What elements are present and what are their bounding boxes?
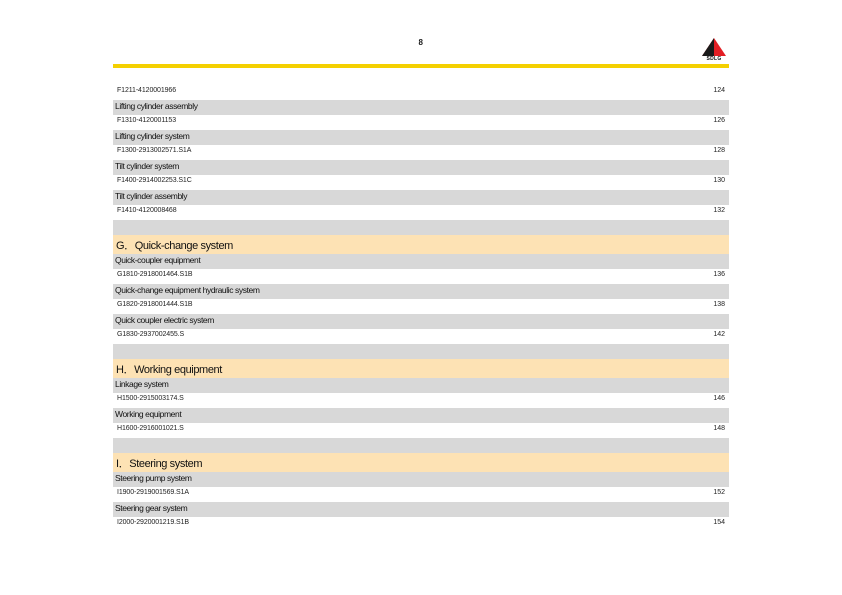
toc-code-row xyxy=(113,423,729,438)
toc-title-row xyxy=(113,190,729,205)
toc-title-row xyxy=(113,472,729,487)
part-code: H1500-2915003174.S xyxy=(117,395,184,402)
section-title: G．Quick-change system xyxy=(116,240,233,252)
toc-title-row xyxy=(113,130,729,145)
part-code: F1400-2914002253.S1C xyxy=(117,177,192,184)
toc-code-row xyxy=(113,115,729,130)
toc-code-row xyxy=(113,329,729,344)
toc-code-row xyxy=(113,299,729,314)
toc-title-row xyxy=(113,284,729,299)
toc-title-row xyxy=(113,502,729,517)
page-ref: 154 xyxy=(713,519,725,526)
table-of-contents xyxy=(113,85,729,532)
toc-title-row xyxy=(113,100,729,115)
toc-section-header xyxy=(113,453,729,472)
toc-section-header xyxy=(113,235,729,254)
toc-code-row xyxy=(113,175,729,190)
section-title: H．Working equipment xyxy=(116,364,222,376)
toc-title-row xyxy=(113,408,729,423)
toc-gap-row xyxy=(113,438,729,453)
page-ref: 128 xyxy=(713,147,725,154)
toc-code-row xyxy=(113,517,729,532)
toc-title-row xyxy=(113,378,729,393)
section-title: I．Steering system xyxy=(116,458,203,470)
toc-code-row xyxy=(113,205,729,220)
assembly-title: Lifting cylinder assembly xyxy=(115,101,198,111)
toc-code-row xyxy=(113,487,729,502)
assembly-title: Tilt cylinder system xyxy=(115,161,179,171)
page-ref: 142 xyxy=(713,331,725,338)
page-ref: 138 xyxy=(713,301,725,308)
part-code: F1310-4120001153 xyxy=(117,117,176,124)
assembly-title: Tilt cylinder assembly xyxy=(115,191,188,201)
toc-gap-row xyxy=(113,344,729,359)
page-ref: 146 xyxy=(713,395,725,402)
toc-title-row xyxy=(113,160,729,175)
logo-text: SDLG xyxy=(706,56,722,62)
toc-section-header xyxy=(113,359,729,378)
part-code: F1410-4120008468 xyxy=(117,207,177,214)
page-ref: 152 xyxy=(713,489,725,496)
page-ref: 132 xyxy=(713,207,725,214)
part-code: I2000-2920001219.S1B xyxy=(117,519,189,526)
part-code: F1300-2913002571.S1A xyxy=(117,147,192,154)
part-code: H1600-2916001021.S xyxy=(117,425,184,432)
part-code: G1820-2918001444.S1B xyxy=(117,301,193,308)
page-ref: 126 xyxy=(713,117,725,124)
page-ref: 136 xyxy=(713,271,725,278)
assembly-title: Quick-change equipment hydraulic system xyxy=(115,285,260,295)
sdlg-logo xyxy=(701,37,727,63)
toc-gap-row xyxy=(113,220,729,235)
sdlg-logo-icon xyxy=(701,37,727,57)
page-ref: 148 xyxy=(713,425,725,432)
part-code: G1810-2918001464.S1B xyxy=(117,271,193,278)
toc-code-row xyxy=(113,145,729,160)
assembly-title: Lifting cylinder system xyxy=(115,131,190,141)
part-code: I1900-2919001569.S1A xyxy=(117,489,189,496)
page-ref: 124 xyxy=(713,87,725,94)
page-number: 8 xyxy=(418,38,424,47)
assembly-title: Quick-coupler equipment xyxy=(115,255,201,265)
assembly-title: Steering pump system xyxy=(115,473,192,483)
header-rule xyxy=(113,64,729,68)
part-code: G1830-2937002455.S xyxy=(117,331,185,338)
toc-code-row xyxy=(113,269,729,284)
toc-code-row xyxy=(113,393,729,408)
assembly-title: Steering gear system xyxy=(115,503,188,513)
toc-title-row xyxy=(113,314,729,329)
toc-title-row xyxy=(113,254,729,269)
assembly-title: Quick coupler electric system xyxy=(115,315,214,325)
assembly-title: Linkage system xyxy=(115,379,169,389)
part-code: F1211-4120001966 xyxy=(117,87,176,94)
toc-code-row xyxy=(113,85,729,100)
assembly-title: Working equipment xyxy=(115,409,182,419)
page-ref: 130 xyxy=(713,177,725,184)
